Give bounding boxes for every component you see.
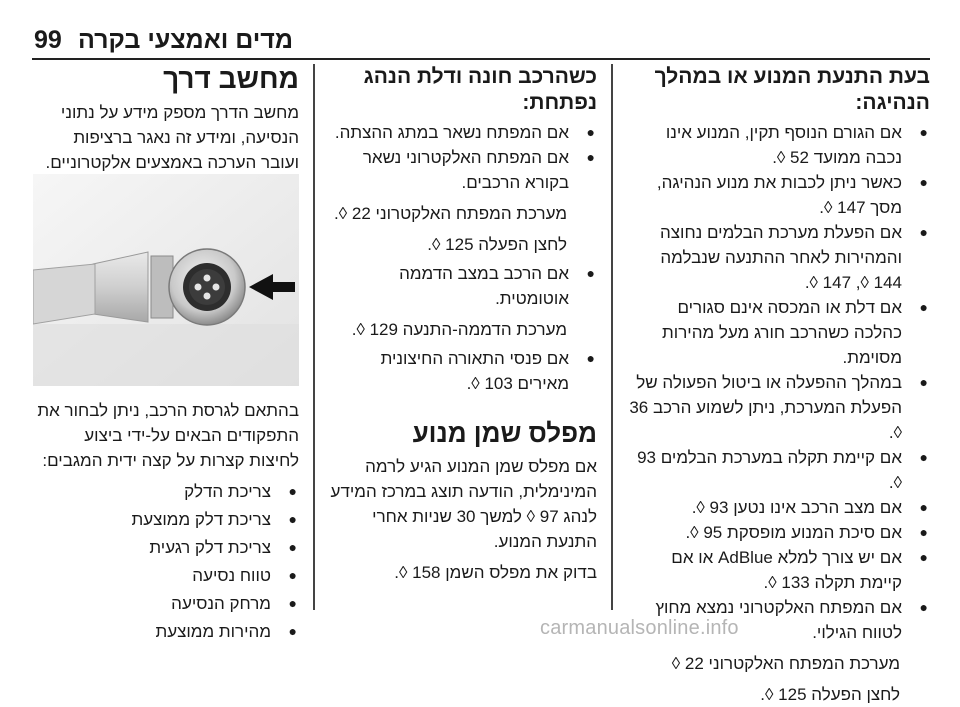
heading-parked: כשהרכב חונה ודלת הנהג נפתחת:	[363, 65, 597, 114]
list-subline: לחצן הפעלה 125 ◊.	[760, 685, 900, 704]
list-item: ● אם סיכת המנוע מופסקת 95 ◊.	[628, 520, 930, 545]
list-trip-functions	[33, 479, 299, 644]
header-rule	[32, 58, 930, 60]
column-left	[33, 64, 299, 175]
list-item: ● מרחק הנסיעה	[33, 591, 299, 616]
list-item: ● אם הרכב במצב הדממה אוטומטית.	[330, 261, 597, 311]
list-item: ● טווח נסיעה	[33, 563, 299, 588]
column-divider-right	[611, 64, 613, 610]
list-item: ● אם המפתח נשאר במתג ההצתה.	[330, 120, 597, 145]
column-divider-left	[313, 64, 315, 610]
list-subline: מערכת המפתח האלקטרוני 22 ◊.	[334, 204, 567, 223]
list-item: ● אם פנסי התאורה החיצונית מאירים 103 ◊.	[330, 346, 597, 396]
list-item: ● אם מצב הרכב אינו נטען 93 ◊.	[628, 495, 930, 520]
list-driving	[628, 120, 930, 645]
oil-paragraph-2: בדוק את מפלס השמן 158 ◊.	[394, 563, 597, 582]
watermark: carmanualsonline.info	[540, 617, 739, 639]
trip-instructions: בהתאם לגרסת הרכב, ניתן לבחור את התפקודים הבאים על-ידי ביצוע לחיצות קצרות על קצה ידית המגבים:	[37, 401, 299, 470]
list-subline: לחצן הפעלה 125 ◊.	[427, 235, 567, 254]
list-item: ● צריכת דלק רגעית	[33, 535, 299, 560]
list-subline: מערכת הדממה-התנעה 129 ◊.	[351, 320, 567, 339]
column-right	[628, 64, 930, 707]
list-item: ● צריכת הדלק	[33, 479, 299, 504]
page-header	[0, 0, 960, 58]
list-item: ● אם יש צורך למלא AdBlue או אם קיימת תקלה 133 ◊.	[628, 545, 930, 595]
column-left-lower	[33, 398, 299, 644]
page-number: 99	[34, 26, 62, 54]
list-item: ● מהירות ממוצעת	[33, 619, 299, 644]
header-title: מדים ואמצעי בקרה	[77, 26, 293, 54]
list-parked	[330, 120, 597, 195]
list-item: ● במהלך ההפעלה או ביטול הפעולה של הפעלת המערכת, ניתן לשמוע הרכב 36 ◊.	[628, 370, 930, 445]
list-item: ● אם קיימת תקלה במערכת הבלמים 93 ◊.	[628, 445, 930, 495]
list-item: ● אם הפעלת מערכת הבלמים נחוצה והמהירות לאחר ההתנעה שנבלמה 144 ◊, 147 ◊.	[628, 220, 930, 295]
section-title-trip-computer: מחשב דרך	[163, 63, 299, 94]
wiper-stalk-photo	[33, 174, 299, 386]
trip-intro: מחשב הדרך מספק מידע על נתוני הנסיעה, ומידע זה נאגר ברציפות ועובר הערכה באמצעים אלקטרוניים.	[45, 103, 299, 172]
list-item: ● אם דלת או המכסה אינם סגורים כהלכה כשהרכב חורג מעל מהירות מסוימת.	[628, 295, 930, 370]
list-parked-cont2	[330, 346, 597, 396]
list-item: ● אם המפתח האלקטרוני נמצא מחוץ לטווח הגילוי.	[628, 595, 930, 645]
list-item: ● אם המפתח האלקטרוני נשאר בקורא הרכבים.	[330, 145, 597, 195]
heading-driving: בעת התנעת המנוע או במהלך הנהיגה:	[654, 65, 930, 114]
list-parked-cont	[330, 261, 597, 311]
list-item: ● צריכת דלק ממוצעת	[33, 507, 299, 532]
column-middle	[330, 64, 597, 585]
section-title-oil: מפלס שמן מנוע	[412, 418, 597, 448]
list-item: ● כאשר ניתן לכבות את מנוע הנהיגה, מסך 147 ◊.	[628, 170, 930, 220]
list-item: ● אם הגורם הנוסף תקין, המנוע אינו נכבה ממועד 52 ◊.	[628, 120, 930, 170]
wiper-stalk-illustration	[33, 174, 299, 386]
oil-paragraph: אם מפלס שמן המנוע הגיע לרמה המינימלית, הודעה תוצג במרכז המידע לנהג 97 ◊ למשך 30 שניות אחרי התנעת המנוע.	[330, 457, 597, 551]
list-subline: מערכת המפתח האלקטרוני 22 ◊	[671, 654, 900, 673]
